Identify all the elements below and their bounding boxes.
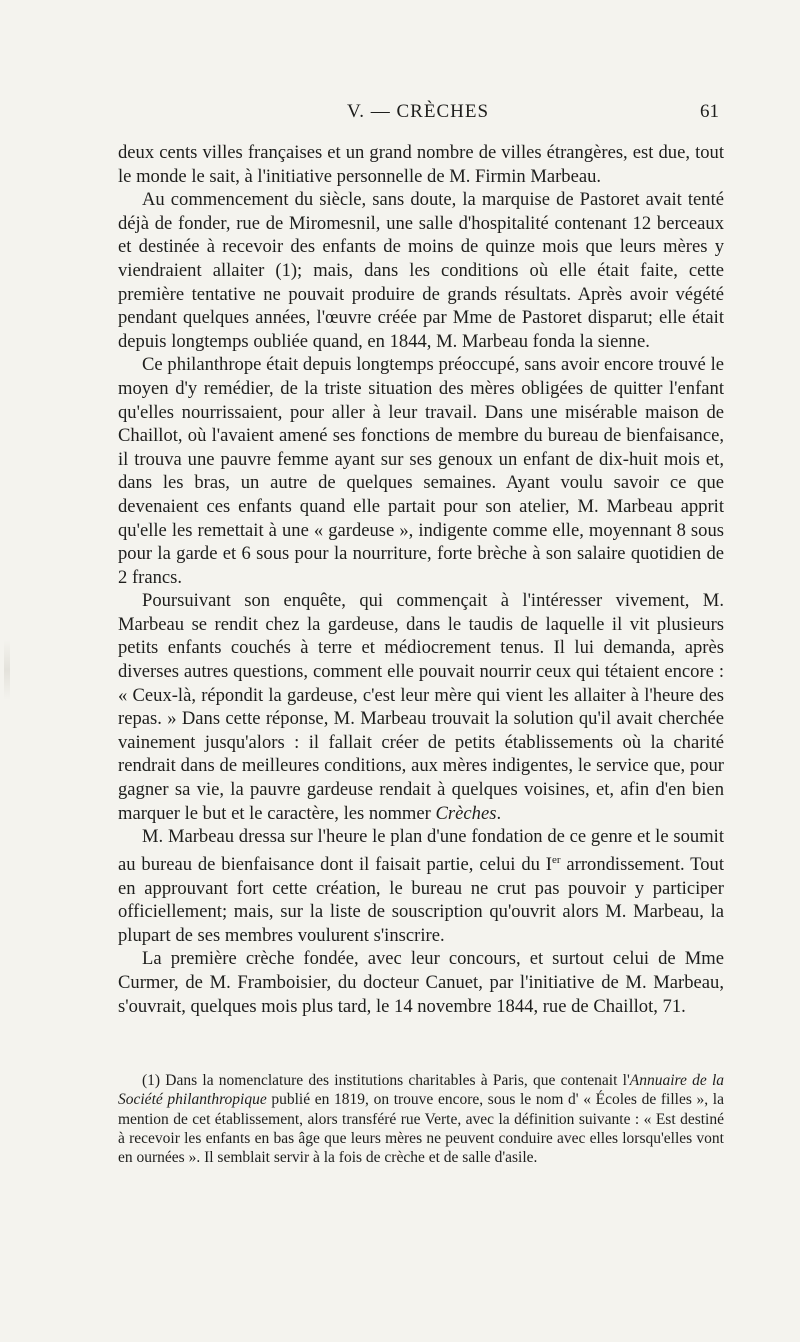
paragraph-5-text-b: arrondissement. Tout en approuvant fort cette création, le bureau ne crut pas pouvoir y participer officiellement; mais, sur la liste de souscription qu'ouvrit alors M. Marbeau, la plupart de ses membres voulurent s'inscrire. (118, 854, 724, 946)
chapter-title: V. — CRÈCHES (346, 101, 490, 122)
paragraph-1: deux cents villes françaises et un grand nombre de villes étrangères, est due, tout le monde le sait, à l'initiative personnelle de M. Firmin Marbeau. (118, 142, 724, 187)
page-number: 61 (700, 101, 719, 122)
paragraph-6: La première crèche fondée, avec leur concours, et surtout celui de Mme Curmer, de M. Framboisier, du docteur Canuet, par l'initiative de M. Marbeau, s'ouvrait, quelques mois plus tard, le 14 novembre 1844, rue de Chaillot, 71. (118, 948, 724, 1017)
paragraph-3: Ce philanthrope était depuis longtemps préoccupé, sans avoir encore trouvé le moyen d'y remédier, de la triste situation des mères obligées de quitter l'enfant qu'elles nourrissaient, pour aller à leur travail. Dans une misérable maison de Chaillot, où l'avaient amené ses fonctions de membre du bureau de bienfaisance, il trouva une pauvre femme ayant sur ses genoux un enfant de dix-huit mois et, dans les bras, un autre de quelques semaines. Ayant voulu savoir ce que devenaient ces enfants quand elle partait pour son atelier, M. Marbeau apprit qu'elle les remettait à une « gardeuse », indigente comme elle, moyennant 8 sous pour la garde et 6 sous pour la nourriture, forte brèche à son salaire quotidien de 2 francs. (118, 354, 724, 588)
running-head (118, 101, 718, 127)
page-edge-shadow (4, 640, 10, 700)
paragraph-5-text-a: M. Marbeau dressa sur l'heure le plan d'une fondation de ce genre et le soumit au bureau de bienfaisance dont il faisait partie, celui du I (118, 826, 724, 875)
footnote-text-a: (1) Dans la nomenclature des institutions charitables à Paris, que contenait l' (142, 1072, 630, 1089)
footnote-text-b: publié en 1819, on trouve encore, sous le nom d' « Écoles de filles », la mention de cet établissement, alors transféré rue Verte, avec la définition suivante : « Est destiné à recevoir les enfants en bas âge que leurs mères ne peuvent conduire avec elles lorsqu'elles vont en ournées ». Il semblait servir à la fois de crèche et de salle d'asile. (118, 1091, 724, 1167)
footnote (118, 1071, 724, 1167)
paragraph-2: Au commencement du siècle, sans doute, la marquise de Pastoret avait tenté déjà de fonder, rue de Miromesnil, une salle d'hospitalité contenant 12 berceaux et destinée à recevoir des enfants de moins de quinze mois que leurs mères y viendraient allaiter (1); mais, dans les conditions où elle était faite, cette première tentative ne pouvait produire de grands résultats. Après avoir végété pendant quelques années, l'œuvre créée par Mme de Pastoret disparut; elle était depuis longtemps oubliée quand, en 1844, M. Marbeau fonda la sienne. (118, 189, 724, 352)
term-creches: Crèches (435, 802, 497, 824)
paragraph-4-text: Poursuivant son enquête, qui commençait à l'intéresser vivement, M. Marbeau se rendit chez la gardeuse, dans le taudis de laquelle il vit plusieurs petits enfants couchés à terre et médiocrement tenus. Il lui demanda, après diverses autres questions, comment elle pouvait nourrir ceux qui tétaient encore : « Ceux-là, répondit la gardeuse, c'est leur mère qui vient les allaiter à l'heure des repas. » Dans cette réponse, M. Marbeau trouvait la solution qu'il avait cherchée vainement jusqu'alors : il fallait créer de petits établissements où la charité rendrait dans de meilleures conditions, aux mères indigentes, le service que, pour gagner sa vie, la pauvre gardeuse rendait à quelques voisines, et, afin d'en bien marquer le but et le caractère, les nommer (118, 590, 724, 824)
paragraph-4: Poursuivant son enquête, qui commençait à l'intéresser vivement, M. Marbeau se rendit chez la gardeuse, dans le taudis de laquelle il vit plusieurs petits enfants couchés à terre et médiocrement tenus. Il lui demanda, après diverses autres questions, comment elle pouvait nourrir ceux qui tétaient encore : « Ceux-là, répondit la gardeuse, c'est leur mère qui vient les allaiter à l'heure des repas. » Dans cette réponse, M. Marbeau trouvait la solution qu'il avait cherchée vainement jusqu'alors : il fallait créer de petits établissements où la charité rendrait dans de meilleures conditions, aux mères indigentes, le service que, pour gagner sa vie, la pauvre gardeuse rendait à quelques voisines, et, afin d'en bien marquer le but et le caractère, les nommer Crèches. (118, 590, 724, 824)
body-text (118, 141, 724, 1018)
footnote-book-title: Annuaire de la Société philanthropique (118, 1072, 725, 1109)
superscript-er: er (551, 853, 561, 866)
paragraph-5 (118, 825, 724, 947)
